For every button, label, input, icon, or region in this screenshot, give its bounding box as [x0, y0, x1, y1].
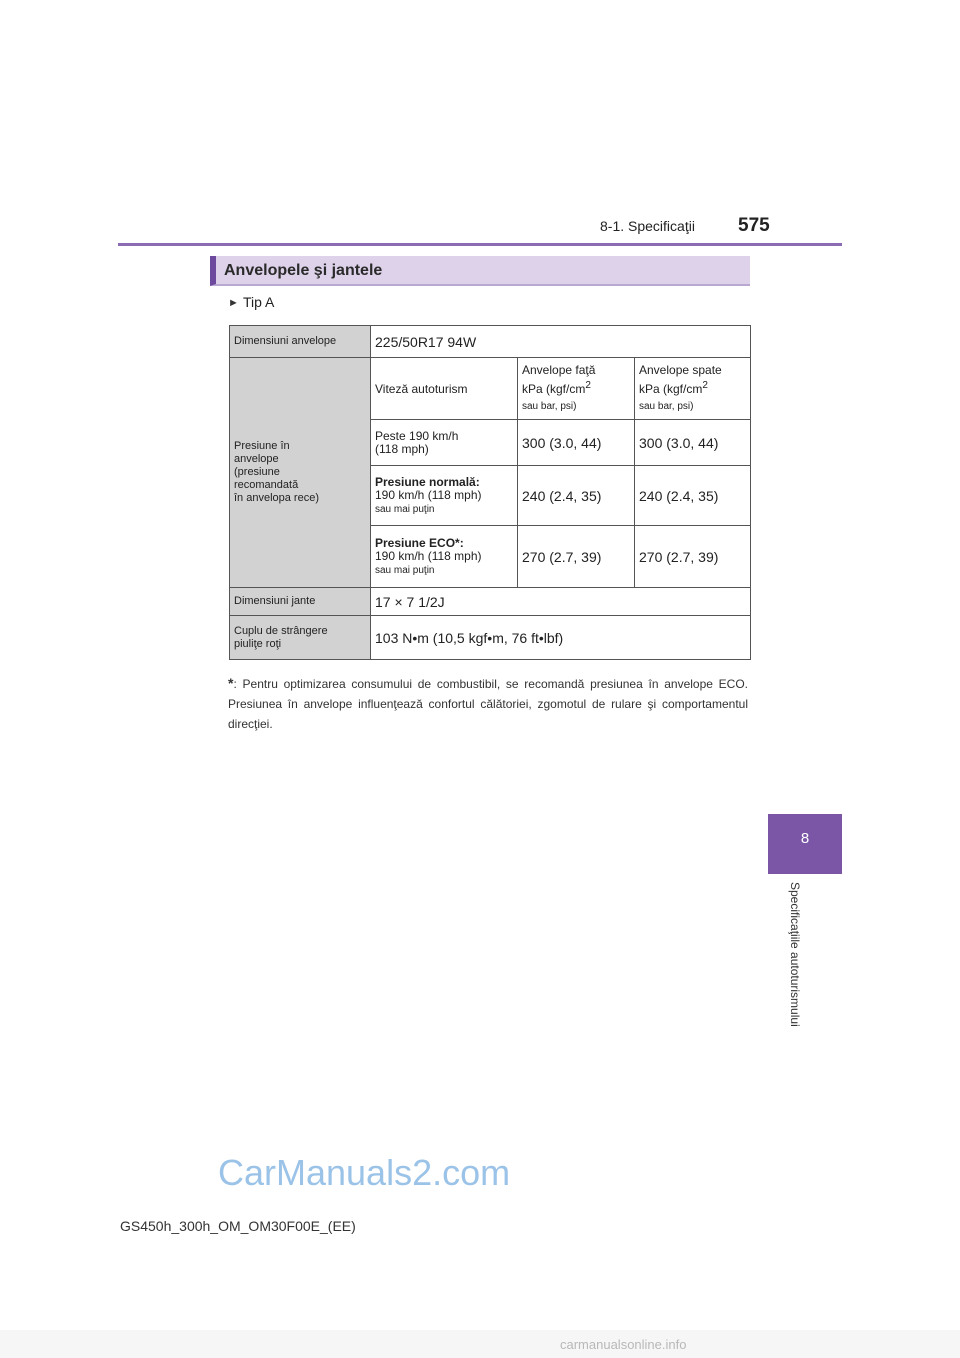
table-row	[230, 326, 751, 358]
document-code: GS450h_300h_OM_OM30F00E_(EE)	[120, 1218, 356, 1234]
watermark: CarManuals2.com	[218, 1152, 511, 1193]
header-divider	[118, 243, 842, 246]
front-pressure-value: 300 (3.0, 44)	[518, 420, 635, 466]
bullet-arrow-icon: ►	[228, 297, 239, 309]
site-watermark: carmanualsonline.info	[560, 1337, 687, 1352]
tip-label: Tip A	[243, 294, 275, 310]
front-pressure-value: 240 (2.4, 35)	[518, 466, 635, 526]
page-number: 575	[738, 215, 770, 236]
speed-condition: Presiune normală: 190 km/h (118 mph) sau mai puţin	[371, 466, 518, 526]
rear-pressure-value: 300 (3.0, 44)	[635, 420, 751, 466]
tire-size-value: 225/50R17 94W	[371, 326, 751, 358]
table-row	[230, 358, 751, 420]
chapter-number: 8	[800, 830, 810, 847]
wheel-size-value: 17 × 7 1/2J	[371, 588, 751, 616]
torque-label: Cuplu de strângere piuliţe roţi	[230, 616, 371, 660]
section-title: Anvelopele şi jantele	[224, 262, 383, 279]
column-header-rear: Anvelope spate kPa ($kgf/cm^2$ sau bar, psi)	[635, 358, 751, 420]
speed-condition: Presiune ECO*: 190 km/h (118 mph) sau mai puţin	[371, 526, 518, 588]
column-header-front: Anvelope faţă kPa ($kgf/cm^2$ sau bar, psi)	[518, 358, 635, 420]
column-header-speed: Viteză autoturism	[371, 358, 518, 420]
tire-size-label: Dimensiuni anvelope	[230, 326, 371, 358]
pressure-label: Presiune în anvelope (presiune recomandată în anvelopa rece)	[230, 358, 371, 588]
wheel-size-label: Dimensiuni jante	[230, 588, 371, 616]
footnote	[228, 673, 748, 734]
tire-spec-table	[229, 325, 751, 660]
torque-value: 103 N•m (10,5 kgf•m, 76 ft•lbf)	[371, 616, 751, 660]
front-pressure-value: 270 (2.7, 39)	[518, 526, 635, 588]
rear-pressure-value: 240 (2.4, 35)	[635, 466, 751, 526]
chapter-title: Specificaţiile autoturismului	[788, 882, 802, 1027]
speed-condition: Peste 190 km/h (118 mph)	[371, 420, 518, 466]
table-row	[230, 588, 751, 616]
rear-pressure-value: 270 (2.7, 39)	[635, 526, 751, 588]
bottom-band	[0, 1330, 960, 1358]
header-section-title: 8-1. Specificaţii	[600, 218, 695, 234]
footnote-text: : Pentru optimizarea consumului de combustibil, se recomandă presiunea în anvelope ECO. Presiunea în anvelope influenţează confortul călătoriei, zgomotul de rulare şi comportamentul direcţiei.	[228, 677, 748, 731]
table-row	[230, 616, 751, 660]
footnote-star: *	[228, 675, 234, 691]
